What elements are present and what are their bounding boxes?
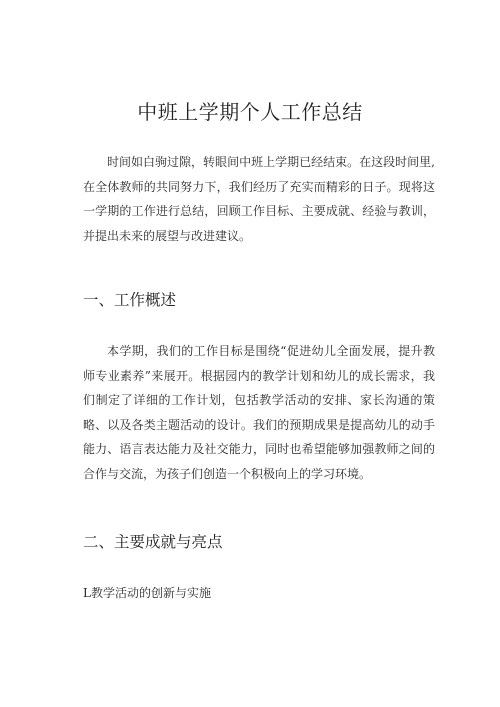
intro-paragraph: 时间如白驹过隙，转眼间中班上学期已经结束。在这段时间里,在全体教师的共同努力下，我们经历了充实而精彩的日子。现将这一学期的工作进行总结，回顾工作目标、主要成就、经验与教训，并提出未来的展望与改进建议。 xyxy=(83,155,435,243)
document-title: 中班上学期个人工作总结 xyxy=(137,100,363,124)
section-heading-achievements: 二、主要成就与亮点 xyxy=(83,533,223,551)
section-heading-overview: 一、工作概述 xyxy=(83,291,177,309)
overview-paragraph: 本学期，我们的工作目标是围绕“促进幼儿全面发展，提升教师专业素养”来展开。根据园内的教学计划和幼儿的成长需求，我们制定了详细的工作计划，包括教学活动的安排、家长沟通的策略、以及各类主题活动的设计。我们的预期成果是提高幼儿的动手能力、语言表达能力及社交能力，同时也希望能够加强教师之间的合作与交流，为孩子们创造一个积极向上的学习环境。 xyxy=(83,344,435,481)
subsection-heading-teaching-innovation: L教学活动的创新与实施 xyxy=(83,586,211,600)
